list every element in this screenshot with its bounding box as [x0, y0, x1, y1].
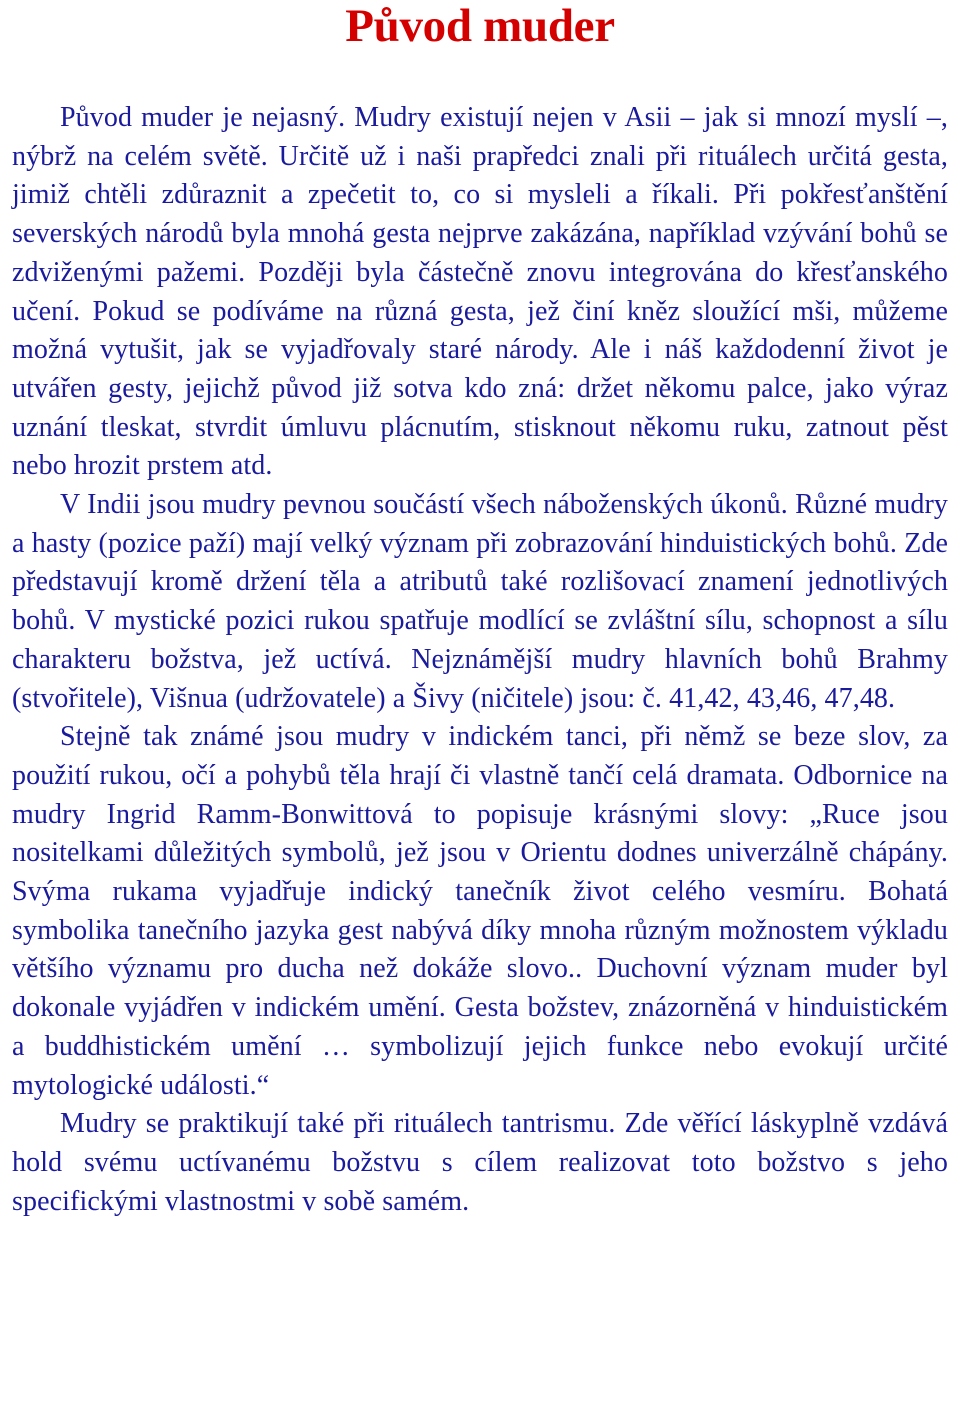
document-body [12, 99, 948, 1221]
paragraph-origin: Původ muder je nejasný. Mudry existují nejen v Asii – jak si mnozí myslí –, nýbrž na celém světě. Určitě už i naši prapředci znali při rituálech určitá gesta, jimiž chtěli zdůraznit a zpečetit to, co si mysleli a říkali. Při pokřesťanštění severských národů byla mnohá gesta nejprve zakázána, například vzývání bohů se zdviženými pažemi. Později byla částečně znovu integrována do křesťanského učení. Pokud se podíváme na různá gesta, jež činí kněz sloužící mši, můžeme možná vytušit, jak se vyjadřovaly staré národy. Ale i náš každodenní život je utvářen gesty, jejichž původ již sotva kdo zná: držet někomu palce, jako výraz uznání tleskat, stvrdit úmluvu plácnutím, stisknout někomu ruku, zatnout pěst nebo hrozit prstem atd. [12, 102, 948, 482]
paragraph-dance: Stejně tak známé jsou mudry v indickém tanci, při němž se beze slov, za použití rukou, očí a pohybů těla hrají či vlastně tančí celá dramata. Odbornice na mudry Ingrid Ramm-Bonwittová to popisuje krásnými slovy: „Ruce jsou nositelkami důležitých symbolů, jež jsou v Orientu dodnes univerzálně chápány. Svýma rukama vyjadřuje indický tanečník život celého vesmíru. Bohatá symbolika tanečního jazyka gest nabývá díky mnoha různým možnostem výkladu většího významu pro ducha než dokáže slovo.. Duchovní význam muder byl dokonale vyjádřen v indickém umění. Gesta božstev, znázorněná v hinduistickém a buddhistickém umění … symbolizují jejich funkce nebo evokují určité mytologické události.“ [12, 721, 948, 1101]
paragraph-india: V Indii jsou mudry pevnou součástí všech náboženských úkonů. Různé mudry a hasty (pozice paží) mají velký význam při zobrazování hinduistických bohů. Zde představují kromě držení těla a atributů také rozlišovací znamení jednotlivých bohů. V mystické pozici rukou spatřuje modlící se zvláštní sílu, schopnost a sílu charakteru božstva, jež uctívá. Nejznámější mudry hlavních bohů Brahmy (stvořitele), Višnua (udržovatele) a Šivy (ničitele) jsou: č. 41,42, 43,46, 47,48. [12, 489, 948, 714]
page-title: Původ muder [345, 0, 615, 52]
paragraph-tantrism: Mudry se praktikují také při rituálech tantrismu. Zde věřící láskyplně vzdává hold svému uctívanému božstvu s cílem realizovat toto božstvo s jeho specifickými vlastnostmi v sobě samém. [12, 1108, 948, 1217]
